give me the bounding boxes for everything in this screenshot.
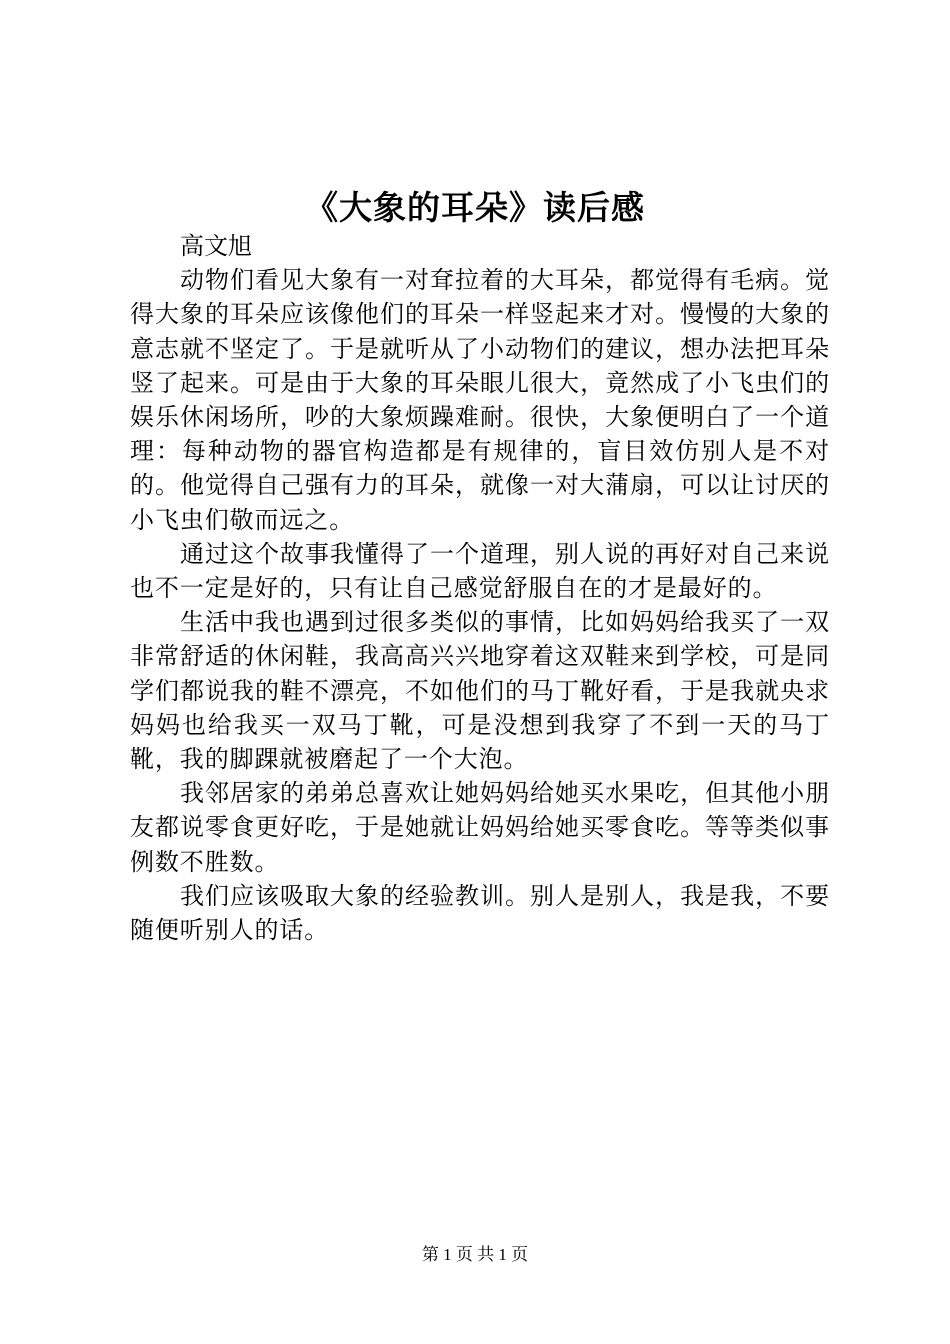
paragraph-4: 我邻居家的弟弟总喜欢让她妈妈给她买水果吃，但其他小朋友都说零食更好吃，于是她就让妈妈给她买零食吃。等等类似事例数不胜数。 [130,779,830,876]
paragraph-1: 动物们看见大象有一对耷拉着的大耳朵，都觉得有毛病。觉得大象的耳朵应该像他们的耳朵一样竖起来才对。慢慢的大象的意志就不坚定了。于是就听从了小动物们的建议，想办法把耳朵竖了起来。可是由于大象的耳朵眼儿很大，竟然成了小飞虫们的娱乐休闲场所，吵的大象烦躁难耐。很快，大象便明白了一个道理：每种动物的器官构造都是有规律的，盲目效仿别人是不对的。他觉得自己强有力的耳朵，就像一对大蒲扇，可以让讨厌的小飞虫们敬而远之。 [130,266,830,534]
document-title: 《大象的耳朵》读后感 [305,188,645,227]
document-body [130,229,830,947]
paragraph-2: 通过这个故事我懂得了一个道理，别人说的再好对自己来说也不一定是好的，只有让自己感觉舒服自在的才是最好的。 [130,539,830,603]
page-footer: 第 1 页 共 1 页 [421,1245,529,1264]
paragraph-5: 我们应该吸取大象的经验教训。别人是别人，我是我，不要随便听别人的话。 [130,881,830,945]
author-name: 高文旭 [180,232,252,260]
paragraph-3: 生活中我也遇到过很多类似的事情，比如妈妈给我买了一双非常舒适的休闲鞋，我高高兴兴地穿着这双鞋来到学校，可是同学们都说我的鞋不漂亮，不如他们的马丁靴好看，于是我就央求妈妈也给我买一双马丁靴，可是没想到我穿了不到一天的马丁靴，我的脚踝就被磨起了一个大泡。 [130,608,830,774]
